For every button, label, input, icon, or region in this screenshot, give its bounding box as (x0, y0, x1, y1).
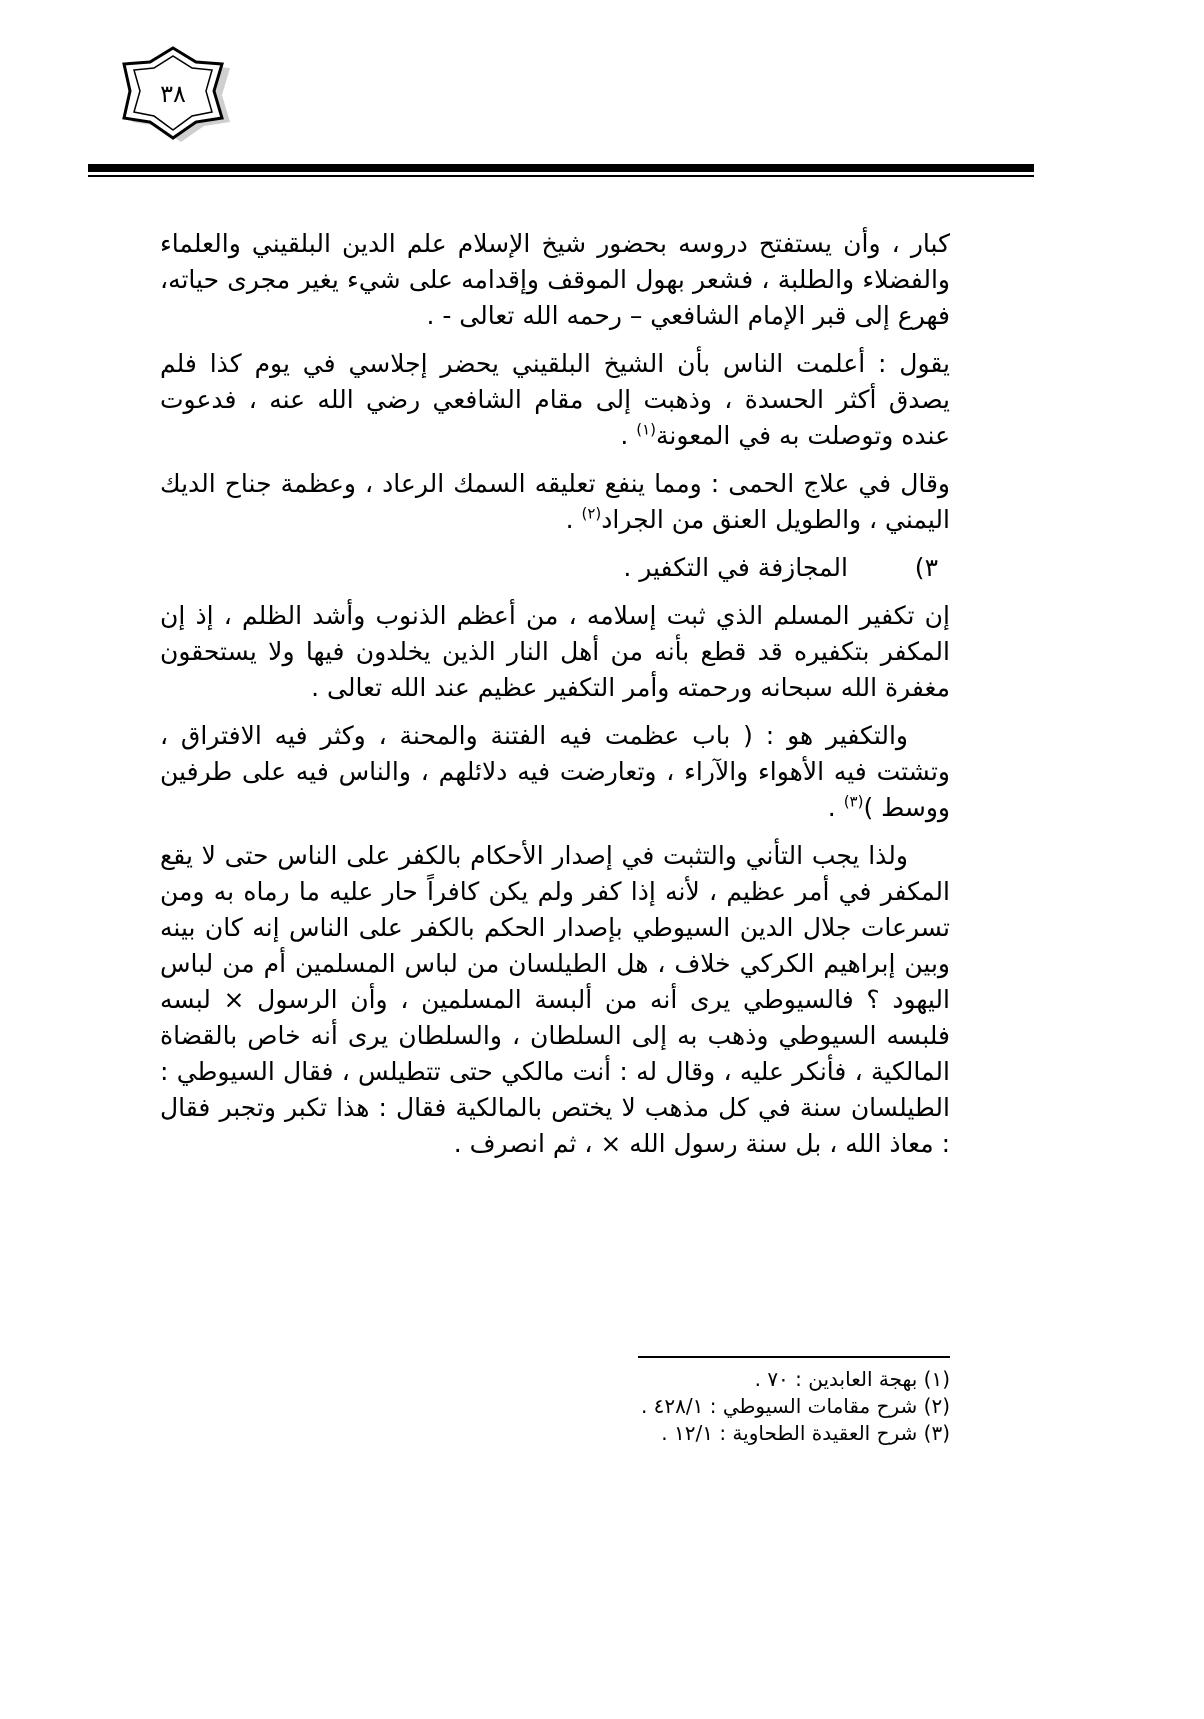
header-rule-thin (88, 175, 1034, 177)
footnotes (600, 1366, 950, 1447)
paragraph-2-end: . (620, 421, 637, 450)
paragraph-5-end: . (827, 793, 844, 822)
footnote-ref-2: (٢) (581, 504, 602, 523)
footnote-3: (٣) شرح العقيدة الطحاوية : ١٢/١ . (661, 1421, 950, 1445)
paragraph-1: كبار ، وأن يستفتح دروسه بحضور شيخ الإسلام علم الدين البلقيني والعلماء والفضلاء والطلبة ، فشعر بهول الموقف وإقدامه على شيء يغير مجرى حياته، فهرع إلى قبر الإمام الشافعي – رحمه الله تعالى - . (160, 229, 950, 330)
paragraph-3-end: . (565, 505, 582, 534)
paragraph-3-text: وقال في علاج الحمى : ومما ينفع تعليقه السمك الرعاد ، وعظمة جناح الديك اليمني ، والطويل العنق من الجراد (160, 469, 950, 534)
footnote-1: (١) بهجة العابدين : ٧٠ . (754, 1367, 950, 1391)
header-rule-thick (88, 164, 1034, 172)
paragraph-2-text: يقول : أعلمت الناس بأن الشيخ البلقيني يحضر إجلاسي في يوم كذا فلم يصدق أكثر الحسدة ، وذهبت إلى مقام الشافعي رضي الله عنه ، فدعوت عنده وتوصلت به في المعونة (160, 349, 950, 450)
footnote-ref-3: (٣) (843, 792, 864, 811)
section-heading (160, 550, 950, 586)
section-title: المجازفة في التكفير . (623, 553, 848, 582)
footnote-2: (٢) شرح مقامات السيوطي : ٤٢٨/١ . (640, 1394, 950, 1418)
page-number-badge (108, 42, 238, 152)
paragraph-2 (160, 346, 950, 454)
paragraph-4: إن تكفير المسلم الذي ثبت إسلامه ، من أعظم الذنوب وأشد الظلم ، إذ إن المكفر بتكفيره قد قطع بأنه من أهل النار الذين يخلدون فيها ولا يستحقون مغفرة الله سبحانه ورحمته وأمر التكفير عظيم عند الله تعالى . (160, 601, 950, 702)
main-text (160, 226, 950, 1174)
paragraph-3 (160, 466, 950, 538)
page-number: ٣٨ (160, 80, 186, 108)
paragraph-5 (160, 718, 950, 826)
footnote-ref-1: (١) (636, 420, 657, 439)
paragraph-5-text: والتكفير هو : ( باب عظمت فيه الفتنة والمحنة ، وكثر فيه الافتراق ، وتشتت فيه الأهواء والآراء ، وتعارضت فيه دلائلهم ، والناس فيه على طرفين ووسط ) (160, 721, 950, 822)
paragraph-6: ولذا يجب التأني والتثبت في إصدار الأحكام بالكفر على الناس حتى لا يقع المكفر في أمر عظيم ، لأنه إذا كفر ولم يكن كافراً حار عليه ما رماه به ومن تسرعات جلال الدين السيوطي بإصدار الحكم بالكفر على الناس إنه كان بينه وبين إبراهيم الكركي خلاف ، هل الطيلسان من لباس المسلمين أم من لباس اليهود ؟ فالسيوطي يرى أنه من ألبسة المسلمين ، وأن الرسول × لبسه فلبسه السيوطي وذهب به إلى السلطان ، والسلطان يرى أنه خاص بالقضاة المالكية ، فأنكر عليه ، وقال له : أنت مالكي حتى تتطيلس ، فقال السيوطي : الطيلسان سنة في كل مذهب لا يختص بالمالكية فقال : هذا تكبر وتجبر فقال : معاذ الله ، بل سنة رسول الله × ، ثم انصرف . (160, 841, 950, 1158)
footnote-separator (638, 1356, 950, 1358)
section-number: ٣) (914, 553, 938, 582)
